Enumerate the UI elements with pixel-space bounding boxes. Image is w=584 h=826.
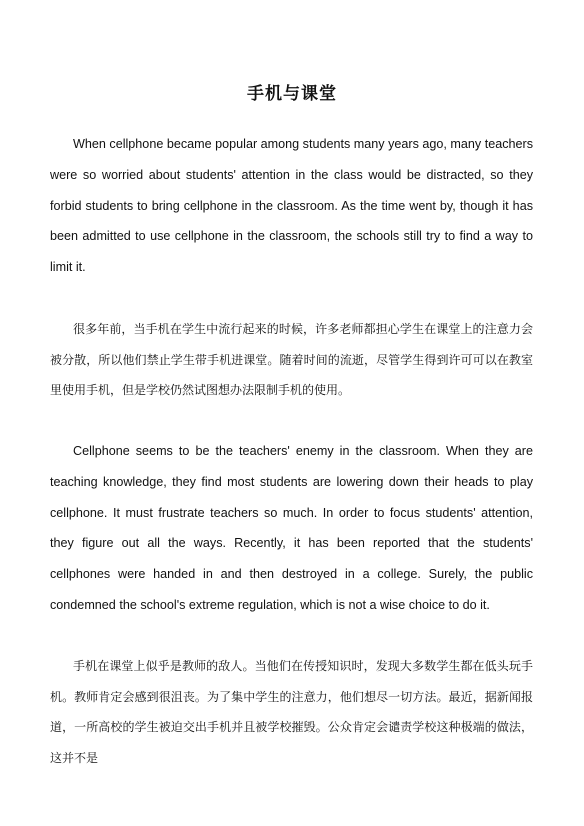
paragraph-chinese-2: 手机在课堂上似乎是教师的敌人。当他们在传授知识时，发现大多数学生都在低头玩手机。教师肯定会感到很沮丧。为了集中学生的注意力，他们想尽一切方法。最近，据新闻报道，一所高校的学生被迫交出手机并且被学校摧毁。公众肯定会谴责学校这种极端的做法，这并不是	[50, 659, 533, 765]
paragraph-chinese-1: 很多年前，当手机在学生中流行起来的时候，许多老师都担心学生在课堂上的注意力会被分散，所以他们禁止学生带手机进课堂。随着时间的流逝，尽管学生得到许可可以在教室里使用手机，但是学校仍然试图想办法限制手机的使用。	[50, 322, 533, 397]
document-title: 手机与课堂	[247, 84, 337, 105]
paragraph-english-1: When cellphone became popular among students many years ago, many teachers were so worried about students' attention in the class would be distracted, so they forbid students to bring cellphone in the classroom. As the time went by, though it has been admitted to use cellphone in the classroom, the schools still try to find a way to limit it.	[50, 137, 533, 275]
paragraph-english-2: Cellphone seems to be the teachers' enemy in the classroom. When they are teaching knowledge, they find most students are lowering down their heads to play cellphone. It must frustrate teachers so much. In order to focus students' attention, they figure out all the ways. Recently, it has been reported that the students' cellphones were handed in and then destroyed in a college. Surely, the public condemned the school's extreme regulation, which is not a wise choice to do it.	[50, 444, 533, 612]
